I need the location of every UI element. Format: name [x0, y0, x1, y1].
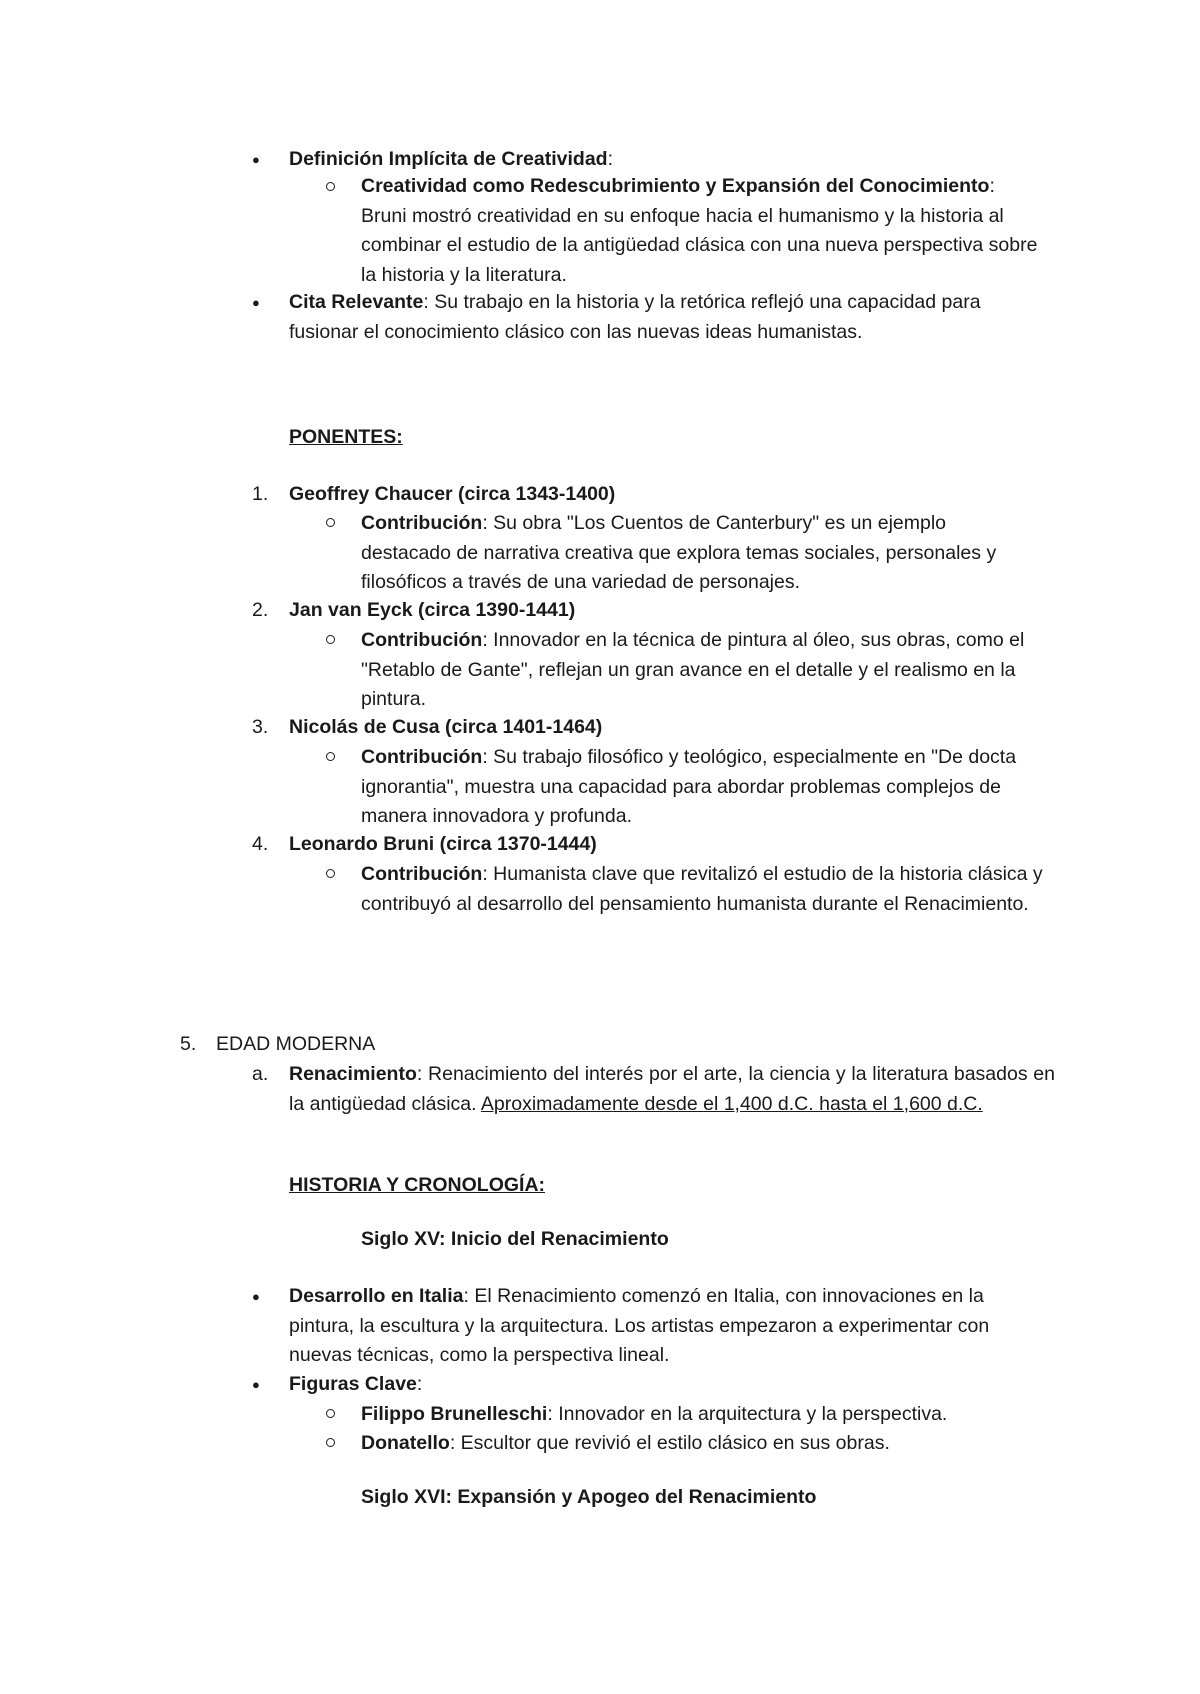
cita-item	[289, 288, 1034, 347]
siglo-xv-heading	[361, 1225, 669, 1255]
definition-term: Definición Implícita de Creatividad	[289, 148, 608, 170]
bullet-disc: ●	[252, 295, 260, 310]
cita-text: : Su trabajo en la historia y la retórica reflejó una capacidad para fusionar el conocimiento clásico con las nuevas ideas humanistas.	[289, 291, 981, 343]
renacimiento-text: : Renacimiento del interés por el arte, la ciencia y la literatura basados en la antigüedad clásica.	[289, 1063, 1055, 1115]
renacimiento-term: Renacimiento	[289, 1063, 417, 1085]
bullet-disc: ●	[252, 1289, 260, 1304]
bullet-disc: ●	[252, 1377, 260, 1392]
ponente-contribution	[361, 860, 1061, 919]
contribution-label: Contribución	[361, 863, 483, 885]
list-number: 3.	[252, 716, 269, 738]
historia-heading-text: HISTORIA Y CRONOLOGÍA:	[289, 1174, 546, 1196]
definition-item	[289, 145, 613, 175]
siglo-xv-text: Siglo XV: Inicio del Renacimiento	[361, 1228, 669, 1250]
figuras-sep: :	[416, 1373, 423, 1395]
figura-term: Donatello	[361, 1432, 450, 1454]
list-number: 2.	[252, 599, 269, 621]
ponente-contribution	[361, 509, 1041, 598]
contribution-text: : Humanista clave que revitalizó el estudio de la historia clásica y contribuyó al desarrollo del pensamiento humanista durante el Renacimiento.	[361, 863, 1043, 915]
list-number: 4.	[252, 833, 269, 855]
ponente-name	[289, 830, 597, 860]
contribution-text: : Innovador en la técnica de pintura al óleo, sus obras, como el "Retablo de Gante", reflejan un gran avance en el detalle y el realismo en la pintura.	[361, 629, 1025, 710]
ponente-name	[289, 480, 615, 510]
ponente-name-text: Nicolás de Cusa (circa 1401-1464)	[289, 716, 603, 738]
creativity-subitem	[361, 172, 1041, 290]
contribution-label: Contribución	[361, 629, 483, 651]
list-number: 5.	[180, 1033, 197, 1055]
ponente-name	[289, 596, 575, 626]
ponente-name-text: Geoffrey Chaucer (circa 1343-1400)	[289, 483, 616, 505]
list-number: 1.	[252, 483, 269, 505]
bullet-circle	[326, 518, 335, 527]
desarrollo-item	[289, 1282, 1049, 1371]
bullet-circle	[326, 1438, 335, 1447]
ponentes-heading-text: PONENTES:	[289, 426, 403, 448]
bullet-circle	[326, 1409, 335, 1418]
contribution-label: Contribución	[361, 512, 483, 534]
ponente-name-text: Jan van Eyck (circa 1390-1441)	[289, 599, 576, 621]
subitem-term: Creatividad como Redescubrimiento y Expansión del Conocimiento	[361, 175, 990, 197]
subitem-text: : Bruni mostró creatividad en su enfoque hacia el humanismo y la historia al combinar el estudio de la antigüedad clásica con una nueva perspectiva sobre la historia y la literatura.	[361, 175, 1038, 286]
list-letter: a.	[252, 1063, 269, 1085]
siglo-xvi-text: Siglo XVI: Expansión y Apogeo del Renacimiento	[361, 1486, 817, 1508]
ponente-contribution	[361, 626, 1061, 715]
figura-term: Filippo Brunelleschi	[361, 1403, 548, 1425]
desarrollo-text: : El Renacimiento comenzó en Italia, con innovaciones en la pintura, la escultura y la arquitectura. Los artistas empezaron a experimentar con nuevas técnicas, como la perspectiva lineal.	[289, 1285, 990, 1366]
figura-text: : Innovador en la arquitectura y la perspectiva.	[547, 1403, 948, 1425]
figura-item	[361, 1429, 890, 1459]
ponentes-heading	[289, 423, 403, 453]
ponente-name-text: Leonardo Bruni (circa 1370-1444)	[289, 833, 597, 855]
bullet-circle	[326, 869, 335, 878]
siglo-xvi-heading	[361, 1483, 816, 1513]
bullet-circle	[326, 635, 335, 644]
bullet-circle	[326, 182, 335, 191]
historia-heading	[289, 1171, 545, 1201]
contribution-text: : Su obra "Los Cuentos de Canterbury" es un ejemplo destacado de narrativa creativa que explora temas sociales, personales y filosóficos a través de una variedad de personajes.	[361, 512, 997, 593]
contribution-label: Contribución	[361, 746, 483, 768]
figura-item	[361, 1400, 947, 1430]
renacimiento-dates: Aproximadamente desde el 1,400 d.C. hasta el 1,600 d.C.	[480, 1092, 983, 1115]
cita-term: Cita Relevante	[289, 291, 424, 313]
desarrollo-term: Desarrollo en Italia	[289, 1285, 464, 1307]
definition-term-sep: :	[607, 148, 613, 170]
figuras-item	[289, 1370, 422, 1400]
figuras-term: Figuras Clave	[289, 1373, 417, 1395]
edad-moderna-title: EDAD MODERNA	[216, 1033, 376, 1055]
renacimiento-item	[289, 1060, 1055, 1119]
bullet-circle	[326, 752, 335, 761]
ponente-name	[289, 713, 602, 743]
contribution-text: : Su trabajo filosófico y teológico, especialmente en "De docta ignorantia", muestra una capacidad para abordar problemas complejos de manera innovadora y profunda.	[361, 746, 1017, 827]
bullet-disc: ●	[252, 152, 260, 167]
figura-text: : Escultor que revivió el estilo clásico en sus obras.	[449, 1432, 890, 1454]
ponente-contribution	[361, 743, 1061, 832]
